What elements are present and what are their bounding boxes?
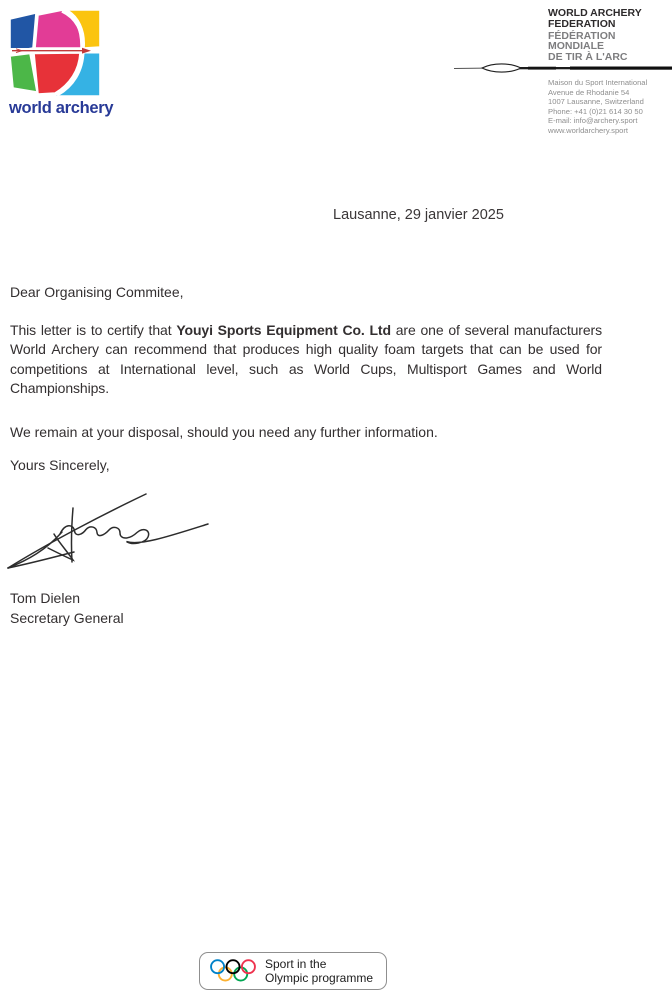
world-archery-wordmark: world archery [9, 99, 114, 117]
signer-name: Tom Dielen [10, 590, 81, 606]
olympic-rings-icon [209, 958, 257, 984]
body-intro: This letter is to certify that [10, 322, 177, 338]
org-name-fr-line2: MONDIALE [548, 40, 604, 53]
address-block [548, 78, 647, 136]
org-name-fr-line1: FÉDÉRATION [548, 29, 616, 42]
org-name-fr-line3: DE TIR À L'ARC [548, 51, 628, 64]
olympic-badge [199, 952, 387, 990]
company-name-bold: Youyi Sports Equipment Co. Ltd [176, 322, 391, 338]
signature-icon [2, 484, 214, 572]
arrow-graphic-icon [452, 60, 672, 76]
world-archery-logo-icon [10, 10, 100, 96]
address-line-email: E-mail: info@archery.sport [548, 116, 638, 126]
body-rest: are one of several manufacturers World Archery can recommend that produces high quality foam targets that can be used for competitions at International level, such as World Cups, Multisport Games and World Championships. [10, 322, 602, 396]
address-line: Maison du Sport International [548, 78, 648, 87]
closing-line: We remain at your disposal, should you need any further information. [10, 424, 438, 440]
olympic-badge-text [265, 957, 373, 986]
salutation: Dear Organising Commitee, [10, 284, 184, 300]
address-line: Phone: +41 (0)21 614 30 50 [548, 106, 643, 116]
address-line: 1007 Lausanne, Switzerland [548, 97, 644, 107]
dateline: Lausanne, 29 janvier 2025 [333, 207, 504, 223]
signer-block [10, 589, 124, 628]
olympic-badge-text-line2: Olympic programme [265, 971, 374, 985]
body-paragraph [10, 321, 602, 398]
valediction: Yours Sincerely, [10, 457, 110, 473]
org-name-block [548, 8, 642, 63]
address-line: Avenue de Rhodanie 54 [548, 87, 630, 97]
org-name-en-line2: FEDERATION [548, 17, 616, 30]
org-name-en-line1: WORLD ARCHERY [548, 7, 642, 19]
olympic-badge-text-line1: Sport in the [265, 956, 327, 971]
signer-title: Secretary General [10, 609, 124, 626]
address-line-website: www.worldarchery.sport [548, 125, 629, 135]
